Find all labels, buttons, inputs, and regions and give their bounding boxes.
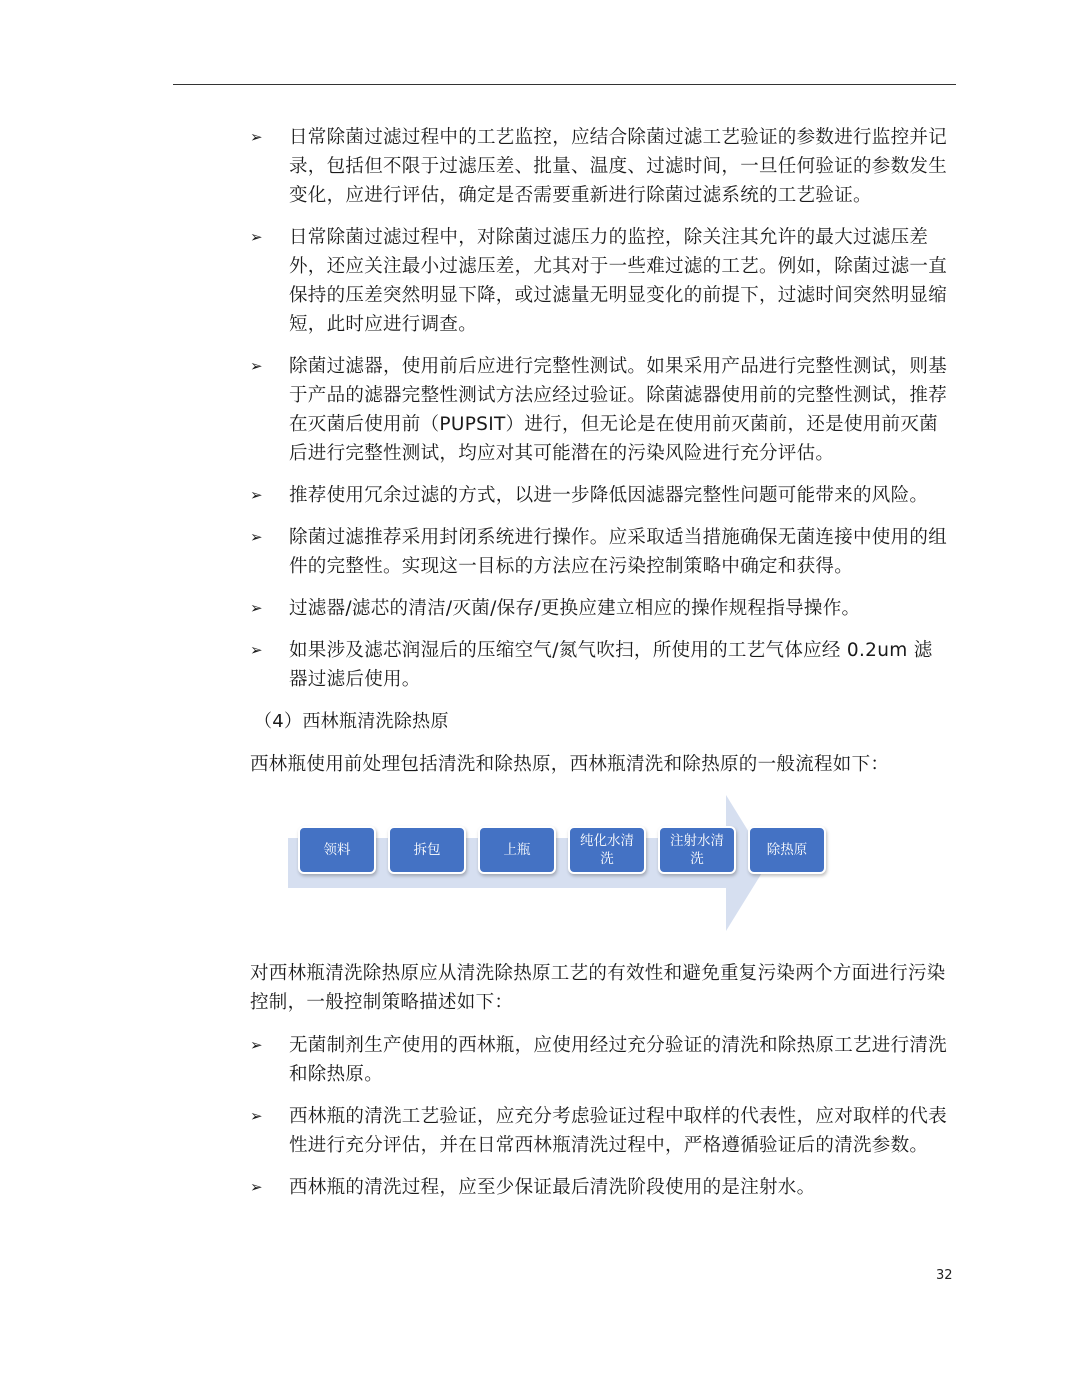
list-item xyxy=(250,594,950,623)
list-item-text: 如果涉及滤芯润湿后的压缩空气/氮气吹扫，所使用的工艺气体应经 0.2um 滤器过滤后使用。 xyxy=(289,640,933,690)
flow-step: 上瓶 xyxy=(478,826,556,874)
intro-paragraph: 西林瓶使用前处理包括清洗和除热原，西林瓶清洗和除热原的一般流程如下： xyxy=(250,754,890,775)
page-content xyxy=(250,123,950,1215)
flow-step: 领料 xyxy=(298,826,376,874)
list-item xyxy=(250,636,950,694)
control-intro-paragraph: 对西林瓶清洗除热原应从清洗除热原工艺的有效性和避免重复污染两个方面进行污染控制，一般控制策略描述如下： xyxy=(250,963,946,1013)
list-item-text: 日常除菌过滤过程中，对除菌过滤压力的监控，除关注其允许的最大过滤压差外，还应关注最小过滤压差，尤其对于一些难过滤的工艺。例如，除菌过滤一直保持的压差突然明显下降，或过滤量无明显变化的前提下，过滤时间突然明显缩短，此时应进行调查。 xyxy=(289,227,948,335)
arrow-bullet-icon: ➢ xyxy=(250,641,263,659)
arrow-bullet-icon: ➢ xyxy=(250,486,263,504)
list-item-text: 除菌过滤推荐采用封闭系统进行操作。应采取适当措施确保无菌连接中使用的组件的完整性。实现这一目标的方法应在污染控制策略中确定和获得。 xyxy=(289,527,948,577)
arrow-bullet-icon: ➢ xyxy=(250,528,263,546)
flow-step: 拆包 xyxy=(388,826,466,874)
list-item-text: 推荐使用冗余过滤的方式，以进一步降低因滤器完整性问题可能带来的风险。 xyxy=(289,485,929,506)
process-flow-diagram xyxy=(250,791,950,941)
bullet-list-top xyxy=(250,123,950,694)
arrow-bullet-icon: ➢ xyxy=(250,1107,263,1125)
arrow-bullet-icon: ➢ xyxy=(250,1178,263,1196)
header-rule xyxy=(173,84,956,85)
list-item xyxy=(250,481,950,510)
list-item xyxy=(250,1031,950,1089)
list-item-text: 西林瓶的清洗过程，应至少保证最后清洗阶段使用的是注射水。 xyxy=(289,1177,816,1198)
arrow-bullet-icon: ➢ xyxy=(250,128,263,146)
arrow-bullet-icon: ➢ xyxy=(250,357,263,375)
list-item xyxy=(250,1173,950,1202)
arrow-bullet-icon: ➢ xyxy=(250,228,263,246)
list-item xyxy=(250,352,950,468)
list-item xyxy=(250,523,950,581)
list-item-text: 过滤器/滤芯的清洁/灭菌/保存/更换应建立相应的操作规程指导操作。 xyxy=(289,598,861,619)
list-item-text: 西林瓶的清洗工艺验证，应充分考虑验证过程中取样的代表性，应对取样的代表性进行充分评估，并在日常西林瓶清洗过程中，严格遵循验证后的清洗参数。 xyxy=(289,1106,948,1156)
page-number: 32 xyxy=(936,1268,953,1283)
bullet-list-bottom xyxy=(250,1031,950,1202)
list-item xyxy=(250,1102,950,1160)
list-item xyxy=(250,223,950,339)
flow-step: 纯化水清洗 xyxy=(568,826,646,874)
arrow-bullet-icon: ➢ xyxy=(250,599,263,617)
flow-step: 除热原 xyxy=(748,826,826,874)
section-heading: （4）西林瓶清洗除热原 xyxy=(254,711,449,732)
list-item-text: 除菌过滤器，使用前后应进行完整性测试。如果采用产品进行完整性测试，则基于产品的滤器完整性测试方法应经过验证。除菌滤器使用前的完整性测试，推荐在灭菌后使用前（PUPSIT）进行，但无论是在使用前灭菌前，还是使用前灭菌后进行完整性测试，均应对其可能潜在的污染风险进行充分评估。 xyxy=(289,356,948,464)
arrow-bullet-icon: ➢ xyxy=(250,1036,263,1054)
list-item-text: 日常除菌过滤过程中的工艺监控，应结合除菌过滤工艺验证的参数进行监控并记录，包括但不限于过滤压差、批量、温度、过滤时间，一旦任何验证的参数发生变化，应进行评估，确定是否需要重新进行除菌过滤系统的工艺验证。 xyxy=(289,127,948,206)
flow-step: 注射水清洗 xyxy=(658,826,736,874)
list-item xyxy=(250,123,950,210)
list-item-text: 无菌制剂生产使用的西林瓶，应使用经过充分验证的清洗和除热原工艺进行清洗和除热原。 xyxy=(289,1035,948,1085)
